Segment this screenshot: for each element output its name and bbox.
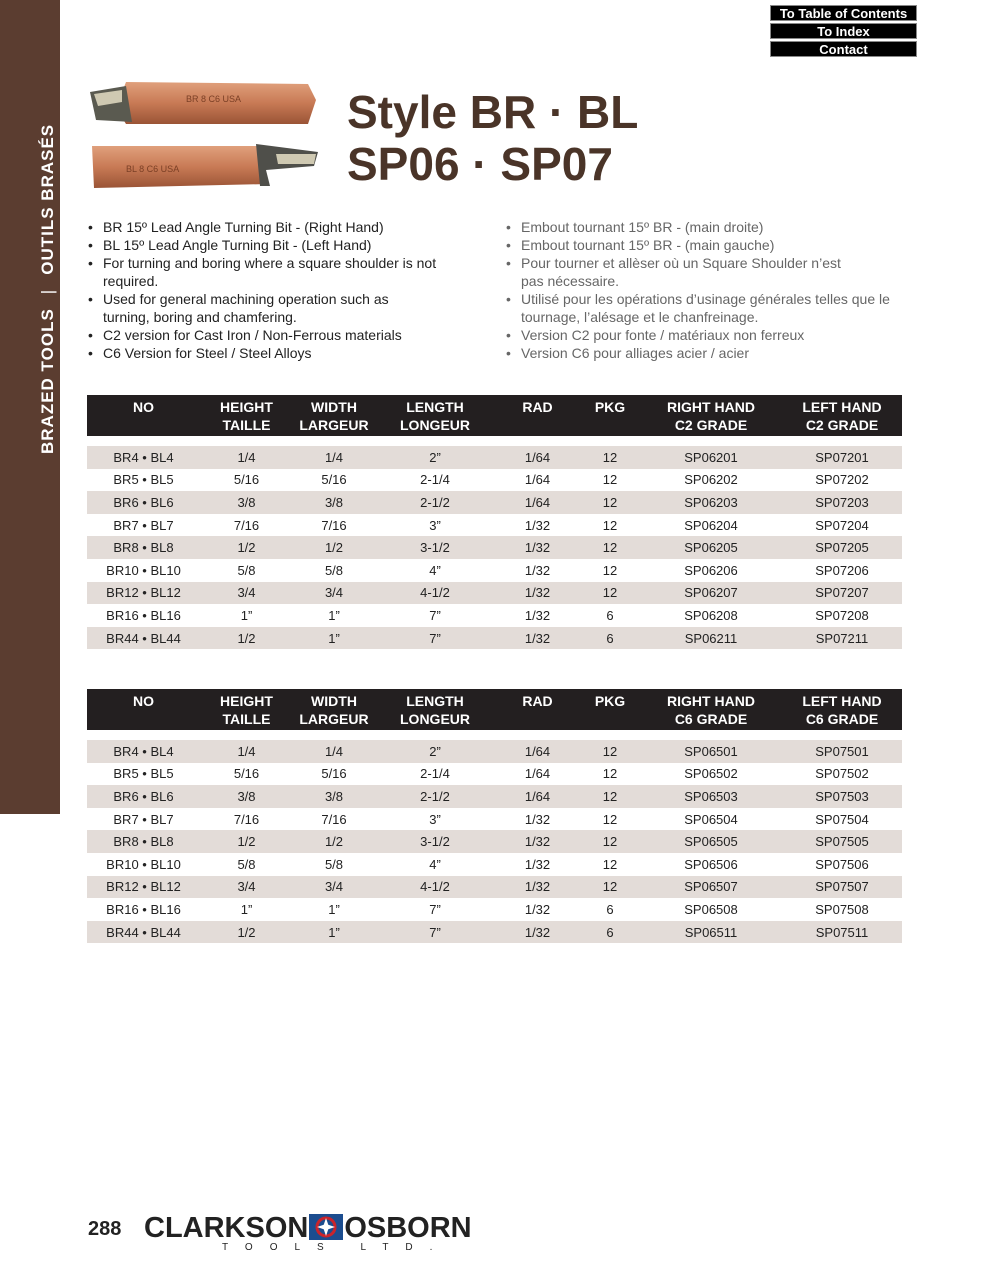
table-cell: SP07503 bbox=[782, 785, 902, 808]
column-header-line2 bbox=[87, 416, 200, 434]
table-cell: BR44 • BL44 bbox=[87, 627, 200, 650]
table-cell: SP06206 bbox=[640, 559, 782, 582]
logo-brand-right: OSBORN bbox=[344, 1212, 472, 1244]
table-cell: 5/8 bbox=[200, 559, 293, 582]
table-cell: 7” bbox=[375, 921, 495, 944]
table-cell: SP06511 bbox=[640, 921, 782, 944]
table-cell: 1/32 bbox=[495, 853, 580, 876]
table-cell: 4” bbox=[375, 853, 495, 876]
table-cell: 3/4 bbox=[200, 582, 293, 605]
column-header-line2: C2 GRADE bbox=[674, 416, 748, 433]
page-title bbox=[347, 86, 638, 190]
list-item: • Version C6 pour alliages acier / acier bbox=[506, 344, 896, 362]
table-cell: SP07203 bbox=[782, 491, 902, 514]
column-header bbox=[782, 689, 902, 730]
table-cell: 1/4 bbox=[293, 740, 375, 763]
table-cell: 1/2 bbox=[200, 830, 293, 853]
column-header-line2: LONGEUR bbox=[400, 416, 470, 433]
column-header-line2: C2 GRADE bbox=[805, 416, 879, 433]
table-cell: BR8 • BL8 bbox=[87, 536, 200, 559]
column-header-line2: TAILLE bbox=[222, 416, 271, 433]
table-cell: 2-1/2 bbox=[375, 785, 495, 808]
table-cell: SP07504 bbox=[782, 808, 902, 831]
table-cell: SP07202 bbox=[782, 469, 902, 492]
nav-links bbox=[770, 5, 917, 59]
table-cell: 7/16 bbox=[200, 808, 293, 831]
sidebar-english-label: BRAZED TOOLS bbox=[38, 308, 57, 454]
column-header bbox=[640, 395, 782, 436]
table-cell: 1/64 bbox=[495, 785, 580, 808]
column-header bbox=[495, 689, 580, 730]
table-cell: SP06507 bbox=[640, 876, 782, 899]
table-cell: 2-1/4 bbox=[375, 763, 495, 786]
tool-bit-br-image bbox=[86, 78, 318, 130]
table-cell: 1” bbox=[200, 604, 293, 627]
column-header bbox=[293, 395, 375, 436]
table-cell: SP06504 bbox=[640, 808, 782, 831]
table-cell: SP06202 bbox=[640, 469, 782, 492]
table-cell: SP06211 bbox=[640, 627, 782, 650]
table-cell: 12 bbox=[580, 491, 640, 514]
french-feature-list bbox=[506, 218, 896, 362]
table-cell: SP07508 bbox=[782, 898, 902, 921]
table-cell: 12 bbox=[580, 469, 640, 492]
list-item: • BL 15º Lead Angle Turning Bit - (Left Hand) bbox=[88, 236, 488, 254]
list-item: • Embout tournant 15º BR - (main droite) bbox=[506, 218, 896, 236]
table-cell: BR5 • BL5 bbox=[87, 763, 200, 786]
table-cell: 12 bbox=[580, 830, 640, 853]
logo-brand-left: CLARKSON bbox=[144, 1212, 309, 1244]
table-cell: 5/8 bbox=[293, 853, 375, 876]
table-cell: SP06204 bbox=[640, 514, 782, 537]
column-header-line2: C6 GRADE bbox=[674, 710, 748, 727]
table-cell: 7/16 bbox=[293, 514, 375, 537]
table-cell: 1/32 bbox=[495, 921, 580, 944]
tool-bit-br-label: BR 8 C6 USA bbox=[186, 94, 242, 104]
table-cell: 5/16 bbox=[200, 469, 293, 492]
table-cell: SP06201 bbox=[640, 446, 782, 469]
table-cell: 6 bbox=[580, 898, 640, 921]
table-cell: SP06505 bbox=[640, 830, 782, 853]
table-cell: 7/16 bbox=[200, 514, 293, 537]
table-cell: 2” bbox=[375, 446, 495, 469]
table-cell: SP07502 bbox=[782, 763, 902, 786]
column-header-line2: C6 GRADE bbox=[805, 710, 879, 727]
table-cell: BR44 • BL44 bbox=[87, 921, 200, 944]
list-item: • Version C2 pour fonte / matériaux non ferreux bbox=[506, 326, 896, 344]
table-cell: BR10 • BL10 bbox=[87, 853, 200, 876]
column-header-line1: PKG bbox=[594, 692, 626, 709]
sidebar-tab bbox=[0, 0, 60, 814]
table-cell: 3/4 bbox=[293, 582, 375, 605]
table-row bbox=[87, 785, 902, 808]
table-cell: 3/4 bbox=[200, 876, 293, 899]
table-cell: 3/4 bbox=[293, 876, 375, 899]
table-cell: 4-1/2 bbox=[375, 876, 495, 899]
column-header-line1: NO bbox=[133, 398, 154, 415]
table-cell: 5/8 bbox=[293, 559, 375, 582]
table-cell: SP07201 bbox=[782, 446, 902, 469]
table-cell: 4” bbox=[375, 559, 495, 582]
table-cell: SP06208 bbox=[640, 604, 782, 627]
table-cell: 2-1/2 bbox=[375, 491, 495, 514]
table-cell: 3-1/2 bbox=[375, 830, 495, 853]
table-cell: 1/2 bbox=[200, 536, 293, 559]
column-header-line2: TAILLE bbox=[222, 710, 271, 727]
table-cell: 1” bbox=[293, 921, 375, 944]
table-cell: 3” bbox=[375, 514, 495, 537]
column-header-line1: LEFT HAND bbox=[802, 398, 882, 415]
table-cell: 12 bbox=[580, 763, 640, 786]
column-header-line2: LARGEUR bbox=[299, 710, 369, 727]
table-cell: 3/8 bbox=[293, 491, 375, 514]
table-cell: SP07204 bbox=[782, 514, 902, 537]
table-cell: 12 bbox=[580, 582, 640, 605]
table-cell: SP07511 bbox=[782, 921, 902, 944]
logo-subtitle: TOOLS LTD. bbox=[222, 1242, 450, 1253]
c6-grade-table bbox=[87, 689, 902, 943]
table-row bbox=[87, 514, 902, 537]
table-cell: 12 bbox=[580, 876, 640, 899]
table-row bbox=[87, 604, 902, 627]
table-cell: BR16 • BL16 bbox=[87, 898, 200, 921]
column-header-line1: RIGHT HAND bbox=[667, 398, 755, 415]
table-cell: SP07208 bbox=[782, 604, 902, 627]
table-cell: 3-1/2 bbox=[375, 536, 495, 559]
column-header-line1: HEIGHT bbox=[220, 692, 273, 709]
table-cell: 12 bbox=[580, 446, 640, 469]
table-cell: 2-1/4 bbox=[375, 469, 495, 492]
column-header bbox=[293, 689, 375, 730]
column-header-line1: LEFT HAND bbox=[802, 692, 882, 709]
column-header bbox=[200, 689, 293, 730]
table-row bbox=[87, 898, 902, 921]
column-header-line1: HEIGHT bbox=[220, 398, 273, 415]
table-cell: 6 bbox=[580, 627, 640, 650]
table-cell: 1/2 bbox=[293, 830, 375, 853]
column-header bbox=[495, 395, 580, 436]
sidebar-french-label: OUTILS BRASÉS bbox=[38, 123, 57, 275]
table-spacer-row bbox=[87, 436, 902, 446]
table-header-row bbox=[87, 395, 902, 436]
table-cell: SP07207 bbox=[782, 582, 902, 605]
table-cell: SP06502 bbox=[640, 763, 782, 786]
column-header bbox=[87, 689, 200, 730]
table-cell: 1/32 bbox=[495, 898, 580, 921]
table-cell: SP06501 bbox=[640, 740, 782, 763]
table-cell: 1/4 bbox=[293, 446, 375, 469]
list-item: • Embout tournant 15º BR - (main gauche) bbox=[506, 236, 896, 254]
column-header bbox=[580, 689, 640, 730]
table-cell: SP07501 bbox=[782, 740, 902, 763]
table-cell: 1/2 bbox=[293, 536, 375, 559]
table-cell: 2” bbox=[375, 740, 495, 763]
column-header-line1: RAD bbox=[522, 692, 553, 709]
column-header-line2 bbox=[87, 710, 200, 728]
table-row bbox=[87, 559, 902, 582]
table-cell: 1/2 bbox=[200, 627, 293, 650]
column-header-line1: WIDTH bbox=[311, 692, 357, 709]
logo-emblem-icon bbox=[309, 1214, 343, 1240]
table-cell: 12 bbox=[580, 785, 640, 808]
table-cell: SP06503 bbox=[640, 785, 782, 808]
column-header-line1: LENGTH bbox=[406, 692, 464, 709]
table-row bbox=[87, 627, 902, 650]
table-cell: 12 bbox=[580, 559, 640, 582]
list-item: • BR 15º Lead Angle Turning Bit - (Right Hand) bbox=[88, 218, 488, 236]
table-cell: SP07211 bbox=[782, 627, 902, 650]
column-header-line2 bbox=[495, 710, 580, 728]
table-cell: 12 bbox=[580, 514, 640, 537]
table-cell: 1” bbox=[200, 898, 293, 921]
column-header-line2 bbox=[580, 416, 640, 434]
column-header bbox=[200, 395, 293, 436]
table-cell: 7” bbox=[375, 627, 495, 650]
tool-bit-bl-label: BL 8 C6 USA bbox=[126, 164, 180, 174]
list-item: • C6 Version for Steel / Steel Alloys bbox=[88, 344, 488, 362]
list-item: • Utilisé pour les opérations d’usinage générales telles que le tournage, l’alésage et le chanfreinage. bbox=[506, 290, 896, 326]
list-item: • Pour tourner et allèser où un Square Shoulder n’est pas nécessaire. bbox=[506, 254, 841, 290]
column-header bbox=[782, 395, 902, 436]
column-header-line1: RIGHT HAND bbox=[667, 692, 755, 709]
english-feature-list bbox=[88, 218, 488, 362]
table-cell: BR6 • BL6 bbox=[87, 785, 200, 808]
table-cell: BR12 • BL12 bbox=[87, 876, 200, 899]
table-row bbox=[87, 536, 902, 559]
table-row bbox=[87, 830, 902, 853]
table-row bbox=[87, 808, 902, 831]
table-cell: 1/64 bbox=[495, 491, 580, 514]
table-cell: 7/16 bbox=[293, 808, 375, 831]
table-cell: 7” bbox=[375, 604, 495, 627]
table-cell: BR10 • BL10 bbox=[87, 559, 200, 582]
table-cell: BR5 • BL5 bbox=[87, 469, 200, 492]
table-cell: 1/64 bbox=[495, 469, 580, 492]
table-cell: 1/2 bbox=[200, 921, 293, 944]
index-link[interactable]: To Index bbox=[770, 23, 917, 39]
table-cell: BR4 • BL4 bbox=[87, 446, 200, 469]
table-cell: 1/4 bbox=[200, 740, 293, 763]
page-number: 288 bbox=[88, 1218, 122, 1240]
table-cell: 7” bbox=[375, 898, 495, 921]
table-cell: SP06506 bbox=[640, 853, 782, 876]
column-header-line2 bbox=[580, 710, 640, 728]
table-cell: BR4 • BL4 bbox=[87, 740, 200, 763]
table-cell: BR8 • BL8 bbox=[87, 830, 200, 853]
table-row bbox=[87, 582, 902, 605]
table-spacer-cell bbox=[87, 730, 902, 740]
table-cell: BR7 • BL7 bbox=[87, 514, 200, 537]
table-cell: 12 bbox=[580, 740, 640, 763]
column-header bbox=[640, 689, 782, 730]
table-cell: 3” bbox=[375, 808, 495, 831]
c2-grade-table bbox=[87, 395, 902, 649]
column-header-line1: RAD bbox=[522, 398, 553, 415]
column-header-line2 bbox=[495, 416, 580, 434]
table-cell: SP07205 bbox=[782, 536, 902, 559]
table-cell: 1/4 bbox=[200, 446, 293, 469]
column-header bbox=[375, 689, 495, 730]
table-row bbox=[87, 469, 902, 492]
table-cell: 1/32 bbox=[495, 830, 580, 853]
table-cell: SP06207 bbox=[640, 582, 782, 605]
table-cell: 1” bbox=[293, 604, 375, 627]
table-cell: 1/32 bbox=[495, 876, 580, 899]
sidebar-label bbox=[38, 124, 58, 454]
table-cell: SP07206 bbox=[782, 559, 902, 582]
table-cell: 12 bbox=[580, 808, 640, 831]
table-cell: 1/64 bbox=[495, 763, 580, 786]
table-spacer-row bbox=[87, 730, 902, 740]
table-cell: 5/16 bbox=[200, 763, 293, 786]
table-cell: 1” bbox=[293, 898, 375, 921]
table-cell: 1/64 bbox=[495, 446, 580, 469]
column-header bbox=[375, 395, 495, 436]
company-logo bbox=[144, 1212, 472, 1253]
table-cell: SP07506 bbox=[782, 853, 902, 876]
table-cell: SP07505 bbox=[782, 830, 902, 853]
table-cell: 6 bbox=[580, 921, 640, 944]
table-cell: 6 bbox=[580, 604, 640, 627]
table-cell: 1” bbox=[293, 627, 375, 650]
table-row bbox=[87, 921, 902, 944]
column-header-line1: LENGTH bbox=[406, 398, 464, 415]
table-cell: BR12 • BL12 bbox=[87, 582, 200, 605]
table-cell: 4-1/2 bbox=[375, 582, 495, 605]
table-cell: 1/32 bbox=[495, 627, 580, 650]
table-row bbox=[87, 740, 902, 763]
table-header-row bbox=[87, 689, 902, 730]
table-cell: SP07507 bbox=[782, 876, 902, 899]
table-cell: SP06203 bbox=[640, 491, 782, 514]
table-cell: 1/32 bbox=[495, 514, 580, 537]
table-of-contents-link[interactable]: To Table of Contents bbox=[770, 5, 917, 21]
title-part-line: SP06 · SP07 bbox=[347, 138, 613, 190]
sidebar-separator: | bbox=[38, 288, 57, 295]
table-cell: BR7 • BL7 bbox=[87, 808, 200, 831]
column-header bbox=[580, 395, 640, 436]
table-cell: 3/8 bbox=[200, 785, 293, 808]
table-cell: 3/8 bbox=[200, 491, 293, 514]
column-header-line1: NO bbox=[133, 692, 154, 709]
table-row bbox=[87, 491, 902, 514]
table-cell: 1/32 bbox=[495, 582, 580, 605]
tool-bit-bl-image bbox=[90, 140, 322, 192]
column-header-line1: WIDTH bbox=[311, 398, 357, 415]
table-row bbox=[87, 446, 902, 469]
table-row bbox=[87, 763, 902, 786]
list-item: • C2 version for Cast Iron / Non-Ferrous materials bbox=[88, 326, 488, 344]
title-style-line: Style BR · BL bbox=[347, 86, 639, 138]
table-cell: 1/32 bbox=[495, 536, 580, 559]
table-cell: 5/16 bbox=[293, 763, 375, 786]
table-cell: 1/32 bbox=[495, 808, 580, 831]
table-cell: 5/16 bbox=[293, 469, 375, 492]
table-cell: 3/8 bbox=[293, 785, 375, 808]
list-item: • Used for general machining operation such as turning, boring and chamfering. bbox=[88, 290, 433, 326]
column-header-line2: LONGEUR bbox=[400, 710, 470, 727]
column-header bbox=[87, 395, 200, 436]
table-cell: 12 bbox=[580, 853, 640, 876]
contact-link[interactable]: Contact bbox=[770, 41, 917, 57]
table-cell: 5/8 bbox=[200, 853, 293, 876]
column-header-line2: LARGEUR bbox=[299, 416, 369, 433]
column-header-line1: PKG bbox=[594, 398, 626, 415]
table-cell: SP06508 bbox=[640, 898, 782, 921]
table-cell: BR16 • BL16 bbox=[87, 604, 200, 627]
table-cell: 12 bbox=[580, 536, 640, 559]
table-cell: 1/32 bbox=[495, 559, 580, 582]
table-cell: BR6 • BL6 bbox=[87, 491, 200, 514]
table-row bbox=[87, 876, 902, 899]
table-row bbox=[87, 853, 902, 876]
table-cell: 1/64 bbox=[495, 740, 580, 763]
table-cell: SP06205 bbox=[640, 536, 782, 559]
list-item: • For turning and boring where a square shoulder is not required. bbox=[88, 254, 488, 290]
table-spacer-cell bbox=[87, 436, 902, 446]
table-cell: 1/32 bbox=[495, 604, 580, 627]
